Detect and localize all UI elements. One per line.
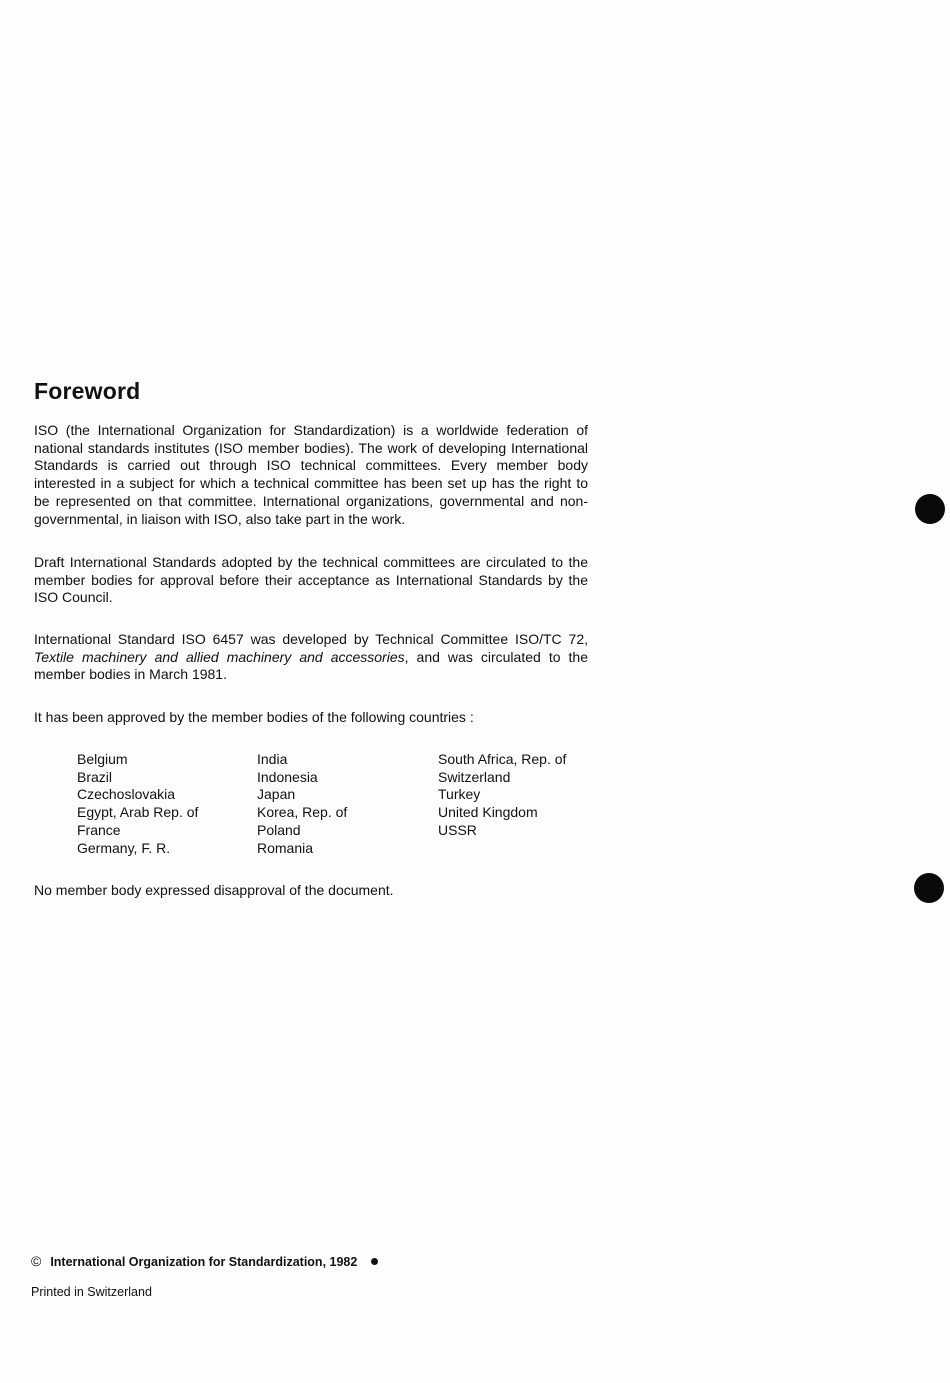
bullet-dot-icon <box>371 1258 378 1265</box>
country-item: Germany, F. R. <box>77 839 171 856</box>
country-item: Egypt, Arab Rep. of <box>77 804 199 821</box>
country-item: Romania <box>257 839 314 856</box>
punch-hole-icon <box>915 494 945 524</box>
country-item: Brazil <box>77 768 113 785</box>
country-item: Turkey <box>438 786 481 803</box>
country-item: France <box>77 821 121 838</box>
page-title: Foreword <box>34 378 141 404</box>
paragraph-no-disapproval: No member body expressed disapproval of the document. <box>34 882 394 898</box>
country-item: Korea, Rep. of <box>257 804 348 821</box>
country-column-3 <box>438 751 566 840</box>
country-item: India <box>257 751 288 767</box>
standard-origin-text: International Standard ISO 6457 was developed by Technical Committee ISO/TC 72, <box>34 631 588 647</box>
country-item: Switzerland <box>438 768 511 785</box>
country-item: Japan <box>257 786 296 803</box>
copyright-icon: © <box>31 1253 42 1269</box>
copyright-text: International Organization for Standardization, 1982 <box>50 1255 358 1269</box>
paragraph-approval: It has been approved by the member bodies of the following countries : <box>34 709 474 725</box>
paragraph-standard-origin <box>34 631 588 684</box>
paragraph-iso-intro: ISO (the International Organization for Standardization) is a worldwide federation of national standards institutes (ISO member bodies). The work of developing International Standards is carried out through ISO technical committees. Every member body interested in a subject for which a technical committee has been set up has the right to be represented on that committee. International organizations, governmental and non-governmental, in liaison with ISO, also take part in the work. <box>34 422 588 527</box>
country-list <box>77 751 637 861</box>
punch-hole-icon <box>914 873 944 903</box>
country-item: Czechoslovakia <box>77 786 176 803</box>
country-item: USSR <box>438 821 477 838</box>
standard-origin-text-end: , and was circulated to the member bodies in March 1981. <box>34 648 588 683</box>
committee-title: Textile machinery and allied machinery and accessories <box>34 648 405 665</box>
paragraph-draft-standards: Draft International Standards adopted by the technical committees are circulated to the member bodies for approval before their acceptance as International Standards by the ISO Council. <box>34 554 588 606</box>
country-item: Poland <box>257 821 301 838</box>
country-column-1 <box>77 751 198 857</box>
country-item: Indonesia <box>257 768 318 785</box>
country-item: United Kingdom <box>438 804 538 821</box>
printed-location: Printed in Switzerland <box>31 1285 152 1299</box>
country-column-2 <box>257 751 347 857</box>
country-item: Belgium <box>77 751 128 767</box>
country-item: South Africa, Rep. of <box>438 751 567 767</box>
copyright-notice <box>31 1253 378 1269</box>
